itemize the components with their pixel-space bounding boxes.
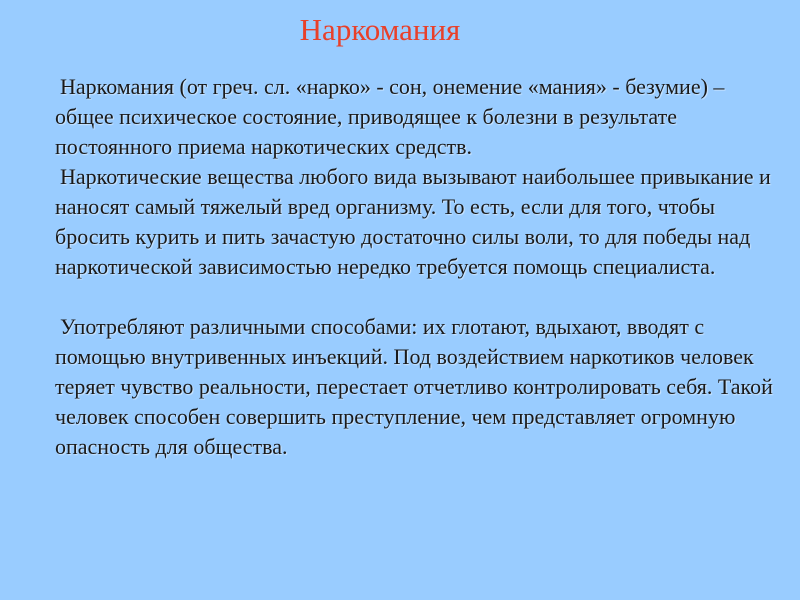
- paragraph-definition: Наркомания (от греч. сл. «нарко» - сон, онемение «мания» - безумие) – общее психическое состояние, приводящее к болезни в результате постоянного приема наркотических средств.: [55, 74, 725, 159]
- paragraph-addiction: Наркотические вещества любого вида вызывают наибольшее привыкание и наносят самый тяжелый вред организму. То есть, если для того, чтобы бросить курить и пить зачастую достаточно силы воли, то для победы над наркотической зависимостью нередко требуется помощь специалиста.: [55, 164, 771, 279]
- slide-title: Наркомания: [299, 12, 461, 47]
- paragraph-usage: Употребляют различными способами: их глотают, вдыхают, вводят с помощью внутривенных инъекций. Под воздействием наркотиков человек теряет чувство реальности, перестает отчетливо контролировать себя. Такой человек способен совершить преступление, чем представляет огромную опасность для общества.: [55, 314, 773, 459]
- slide-body: [55, 72, 785, 462]
